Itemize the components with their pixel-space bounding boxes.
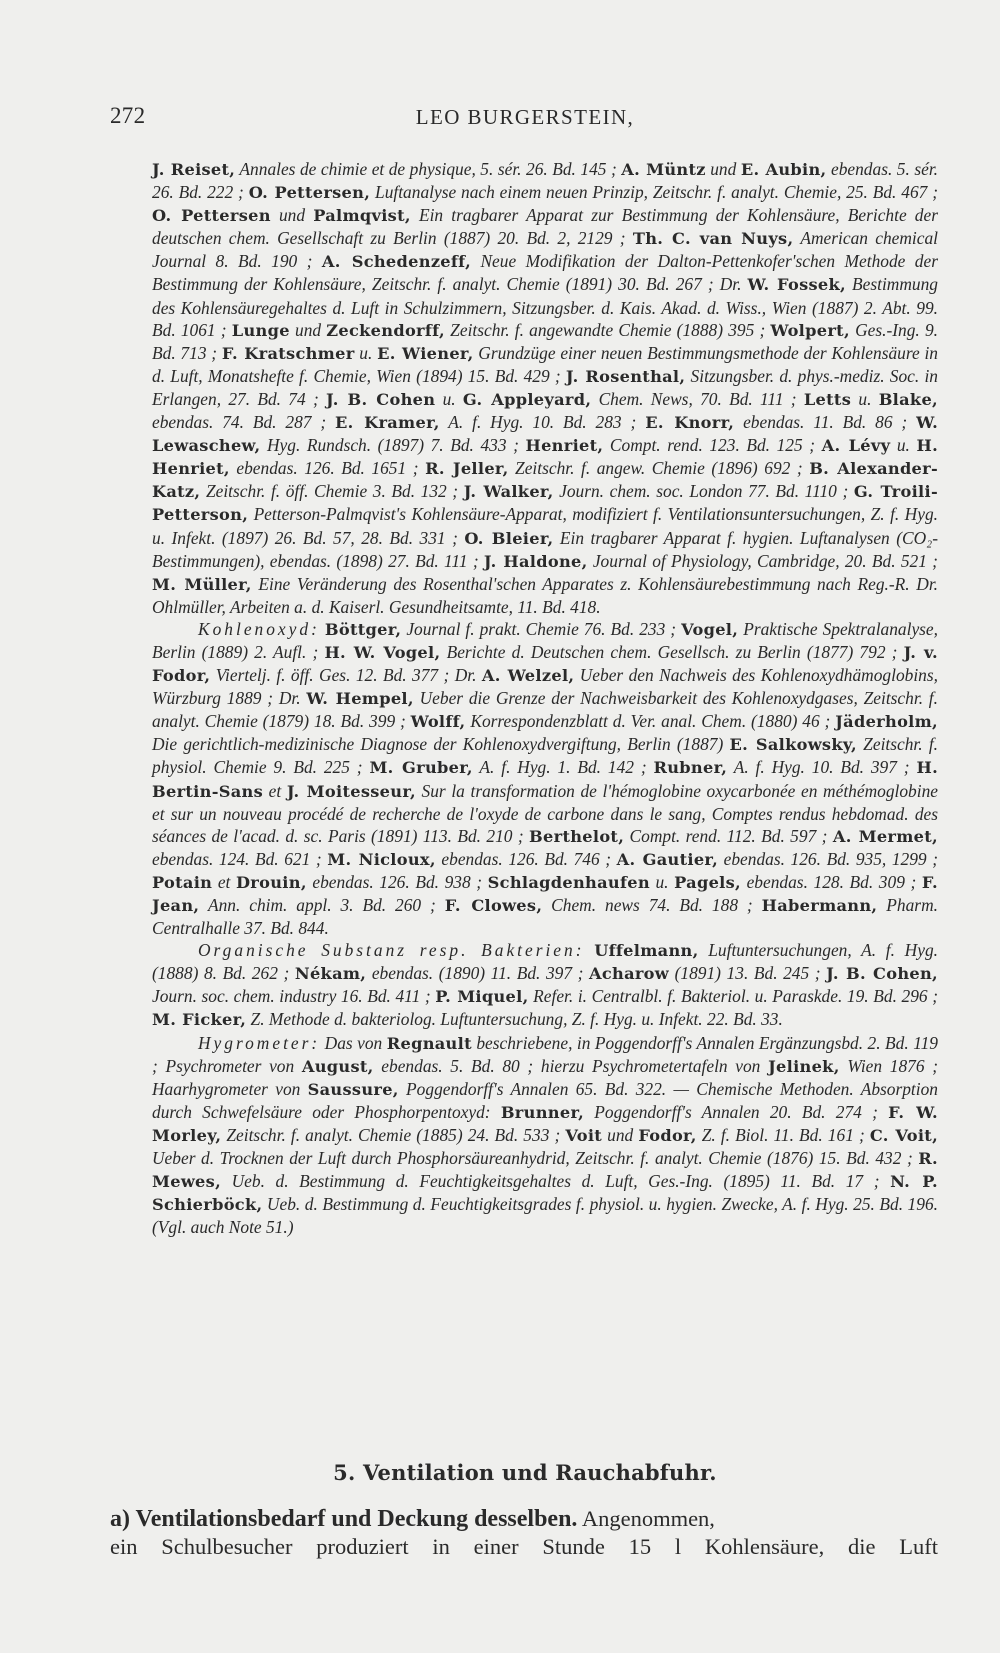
subsection-heading: a) Ventilationsbedarf und Deckung desselben. — [110, 1506, 578, 1532]
subsection-paragraph — [110, 1505, 938, 1561]
author-name: E. Knorr, — [645, 413, 735, 433]
author-name: A. Mermet, — [832, 826, 938, 846]
author-name: M. Ficker, — [152, 1010, 247, 1030]
author-name: G. Appleyard, — [462, 389, 592, 409]
author-name: J. Moitesseur, — [286, 781, 416, 801]
author-name: J. B. Cohen — [326, 389, 436, 409]
author-name: B. Alexander-Katz, — [152, 459, 939, 502]
bibliography-text — [152, 158, 938, 1238]
author-name: Regnault — [386, 1033, 472, 1053]
author-name: O. Pettersen, — [248, 183, 371, 203]
author-name: Potain — [152, 872, 213, 892]
section-heading: 5. Ventilation und Rauchabfuhr. — [333, 1460, 717, 1485]
author-name: Brunner, — [500, 1102, 585, 1122]
author-name: Nékam, — [294, 964, 367, 984]
author-name: Th. C. van Nuys, — [632, 229, 794, 249]
author-name: Saussure, — [307, 1079, 399, 1099]
author-name: Berthelot, — [529, 826, 625, 846]
author-name: F. Clowes, — [444, 896, 543, 915]
paragraph: Hygrometer: Das von Regnault beschriebene, in Poggendorff's Annalen Ergänzungsbd. 2. Bd. 119 ; Psychrometer von August, ebendas. 5. Bd. 80 ; hierzu Psychrometertafeln von Jelinek, Wien 1876 ; Haarhygrometer von Saussure, Poggendorff's Annalen 65. Bd. 322. — Chemische Methoden. Absorption durch Schwefelsäure oder Phosphorpentoxyd: Brunner, Poggendorff's Annalen 20. Bd. 274 ; F. W. Morley, Zeitschr. f. analyt. Chemie (1885) 24. Bd. 533 ; Voit und Fodor, Z. f. Biol. 11. Bd. 161 ; C. Voit, Ueber d. Trocknen der Luft durch Phosphorsäureanhydrid, Zeitschr. f. analyt. Chemie (1876) 15. Bd. 432 ; R. Mewes, Ueb. d. Bestimmung d. Feuchtigkeitsgehaltes d. Luft, Ges.-Ing. (1895) 11. Bd. 17 ; N. P. Schierböck, Ueb. d. Bestimmung d. Feuchtigkeitsgrades f. physiol. u. hygien. Zwecke, A. f. Hyg. 25. Bd. 196. (Vgl. auch Note 51.) — [152, 1032, 939, 1238]
running-title: LEO BURGERSTEIN, — [415, 105, 635, 129]
author-name: Schlagdenhaufen — [487, 872, 650, 892]
topic-label: Kohlenoxyd: — [198, 618, 320, 639]
author-name: Letts — [803, 389, 852, 409]
paragraph: J. Reiset, Annales de chimie et de physique, 5. sér. 26. Bd. 145 ; A. Müntz und E. Aubin, ebendas. 5. sér. 26. Bd. 222 ; O. Pettersen, Luftanalyse nach einem neuen Prinzip, Zeitschr. f. analyt. Chemie, 25. Bd. 467 ; O. Pettersen und Palmqvist, Ein tragbarer Apparat zur Bestimmung der Kohlensäure, Berichte der deutschen chem. Gesellschaft zu Berlin (1887) 20. Bd. 2, 2129 ; Th. C. van Nuys, American chemical Journal 8. Bd. 190 ; A. Schedenzeff, Neue Modifikation der Dalton-Pettenkofer'schen Methode der Bestimmung der Kohlensäure, Zeitschr. f. analyt. Chemie (1891) 30. Bd. 267 ; Dr. W. Fossek, Bestimmung des Kohlensäuregehaltes d. Luft in Schulzimmern, Sitzungsber. d. Kais. Akad. d. Wiss., Wien (1887) 2. Abt. 99. Bd. 1061 ; Lunge und Zeckendorff, Zeitschr. f. angewandte Chemie (1888) 395 ; Wolpert, Ges.-Ing. 9. Bd. 713 ; F. Kratschmer u. E. Wiener, Grundzüge einer neuen Bestimmungsmethode der Kohlensäure in d. Luft, Monatshefte f. Chemie, Wien (1894) 15. Bd. 429 ; J. Rosenthal, Sitzungsber. d. phys.-mediz. Soc. in Erlangen, 27. Bd. 74 ; J. B. Cohen u. G. Appleyard, Chem. News, 70. Bd. 111 ; Letts u. Blake, ebendas. 74. Bd. 287 ; E. Kramer, A. f. Hyg. 10. Bd. 283 ; E. Knorr, ebendas. 11. Bd. 86 ; W. Lewaschew, Hyg. Rundsch. (1897) 7. Bd. 433 ; Henriet, Compt. rend. 123. Bd. 125 ; A. Lévy u. H. Henriet, ebendas. 126. Bd. 1651 ; R. Jeller, Zeitschr. f. angew. Chemie (1896) 692 ; B. Alexander-Katz, Zeitschr. f. öff. Chemie 3. Bd. 132 ; J. Walker, Journ. chem. soc. London 77. Bd. 1110 ; G. Troili-Petterson, Petterson-Palmqvist's Kohlensäure-Apparat, modifiziert f. Ventilationsuntersuchungen, Z. f. Hyg. u. Infekt. (1897) 26. Bd. 57, 28. Bd. 331 ; O. Bleier, Ein tragbarer Apparat f. hygien. Luftanalysen (CO₂-Bestimmungen), ebendas. (1898) 27. Bd. 111 ; J. Haldone, Journal of Physiology, Cambridge, 20. Bd. 521 ; M. Müller, Eine Veränderung des Rosenthal'schen Apparates z. Kohlensäurebestimmung nach Reg.-R. Dr. Ohlmüller, Arbeiten a. d. Kaiserl. Gesundheitsamte, 11. Bd. 418. — [152, 159, 939, 617]
author-name: Wolpert, — [770, 320, 850, 340]
author-name: Habermann, — [761, 896, 878, 915]
author-name: H. Henriet, — [152, 436, 938, 479]
author-name: Wolff, — [410, 712, 466, 732]
author-name: Drouin, — [235, 872, 307, 892]
page-number: 272 — [110, 103, 146, 128]
author-name: A. Lévy — [821, 436, 891, 456]
author-name: J. Reiset, — [152, 160, 236, 179]
author-name: Zeckendorff, — [326, 320, 445, 340]
author-name: Pagels, — [674, 872, 741, 892]
author-name: E. Wiener, — [377, 343, 474, 363]
author-name: J. Walker, — [463, 482, 554, 502]
author-name: J. v. Fodor, — [152, 642, 938, 686]
paragraph: Kohlenoxyd: Böttger, Journal f. prakt. Chemie 76. Bd. 233 ; Vogel, Praktische Spektralanalyse, Berlin (1889) 2. Aufl. ; H. W. Vogel, Berichte d. Deutschen chem. Gesellsch. zu Berlin (1877) 792 ; J. v. Fodor, Viertelj. f. öff. Ges. 12. Bd. 377 ; Dr. A. Welzel, Ueber den Nachweis des Kohlenoxydhämoglobins, Würzburg 1889 ; Dr. W. Hempel, Ueber die Grenze der Nachweisbarkeit des Kohlenoxydgases, Zeitschr. f. analyt. Chemie (1879) 18. Bd. 399 ; Wolff, Korrespondenzblatt d. Ver. anal. Chem. (1880) 46 ; Jäderholm, Die gerichtlich-medizinische Diagnose der Kohlenoxydvergiftung, Berlin (1887) E. Salkowsky, Zeitschr. f. physiol. Chemie 9. Bd. 225 ; M. Gruber, A. f. Hyg. 1. Bd. 142 ; Rubner, A. f. Hyg. 10. Bd. 397 ; H. Bertin-Sans et J. Moitesseur, Sur la transformation de l'hémoglobine oxycarbonée en méthémoglobine et sur un nouveau procédé de recherche de l'oxyde de carbone dans le sang, Comptes rendus hebdomad. des séances de l'acad. d. sc. Paris (1891) 113. Bd. 210 ; Berthelot, Compt. rend. 112. Bd. 597 ; A. Mermet, ebendas. 124. Bd. 621 ; M. Nicloux, ebendas. 126. Bd. 746 ; A. Gautier, ebendas. 126. Bd. 935, 1299 ; Potain et Drouin, ebendas. 126. Bd. 938 ; Schlagdenhaufen u. Pagels, ebendas. 128. Bd. 309 ; F. Jean, Ann. chim. appl. 3. Bd. 260 ; F. Clowes, Chem. news 74. Bd. 188 ; Habermann, Pharm. Centralhalle 37. Bd. 844. — [152, 618, 939, 939]
author-name: Jelinek, — [768, 1056, 840, 1076]
author-name: H. Bertin-Sans — [152, 758, 938, 801]
author-name: F. Jean, — [152, 872, 938, 915]
author-name: Acharow — [588, 964, 670, 984]
author-name: Rubner, — [653, 758, 728, 778]
author-name: Böttger, — [324, 619, 402, 639]
author-name: O. Bleier, — [464, 528, 554, 548]
author-name: M. Nicloux, — [327, 849, 436, 869]
author-name: Henriet, — [525, 436, 604, 456]
author-name: E. Aubin, — [740, 160, 827, 179]
author-name: O. Pettersen — [152, 206, 271, 226]
author-name: J. B. Cohen, — [826, 964, 938, 984]
author-name: W. Lewaschew, — [152, 413, 939, 456]
author-name: Fodor, — [638, 1125, 697, 1145]
author-name: Voit — [565, 1125, 603, 1145]
subsection-text-line2: ein Schulbesucher produziert in einer Stunde 15 l Kohlensäure, die Luft — [110, 1534, 938, 1559]
author-name: G. Troili-Petterson, — [152, 482, 938, 525]
author-name: R. Jeller, — [425, 459, 509, 479]
page-header — [110, 103, 940, 135]
topic-label: Hygrometer: — [198, 1032, 321, 1053]
author-name: Uffelmann, — [594, 941, 699, 961]
author-name: Blake, — [878, 389, 938, 409]
author-name: F. Kratschmer — [221, 343, 355, 363]
author-name: W. Fossek, — [747, 275, 846, 295]
topic-label: Organische Substanz resp. Bakterien: — [198, 940, 585, 961]
author-name: J. Rosenthal, — [565, 366, 686, 386]
author-name: A. Schedenzeff, — [321, 252, 472, 272]
author-name: N. P. Schierböck, — [152, 1172, 938, 1215]
author-name: A. Welzel, — [481, 666, 575, 686]
paragraph: Organische Substanz resp. Bakterien: Uffelmann, Luftuntersuchungen, A. f. Hyg. (1888) 8. Bd. 262 ; Nékam, ebendas. (1890) 11. Bd. 397 ; Acharow (1891) 13. Bd. 245 ; J. B. Cohen, Journ. soc. chem. industry 16. Bd. 411 ; P. Miquel, Refer. i. Centralbl. f. Bakteriol. u. Paraskde. 19. Bd. 296 ; M. Ficker, Z. Methode d. bakteriolog. Luftuntersuchung, Z. f. Hyg. u. Infekt. 22. Bd. 33. — [152, 940, 938, 1030]
author-name: Palmqvist, — [313, 206, 411, 226]
author-name: C. Voit, — [869, 1125, 938, 1145]
author-name: W. Hempel, — [306, 689, 414, 709]
author-name: M. Gruber, — [369, 758, 473, 778]
author-name: F. W. Morley, — [152, 1102, 938, 1145]
subsection-text-line1: Angenommen, — [581, 1506, 715, 1531]
author-name: E. Kramer, — [335, 413, 440, 433]
author-name: Jäderholm, — [835, 712, 938, 732]
author-name: J. Haldone, — [483, 551, 588, 571]
author-name: A. Müntz — [621, 160, 706, 179]
author-name: H. W. Vogel, — [324, 642, 441, 662]
author-name: A. Gautier, — [616, 849, 719, 869]
author-name: P. Miquel, — [435, 987, 529, 1007]
author-name: Lunge — [231, 320, 290, 340]
author-name: E. Salkowsky, — [729, 735, 857, 755]
author-name: August, — [301, 1056, 374, 1076]
author-name: R. Mewes, — [152, 1149, 938, 1192]
author-name: M. Müller, — [152, 574, 252, 594]
author-name: Vogel, — [681, 619, 739, 639]
